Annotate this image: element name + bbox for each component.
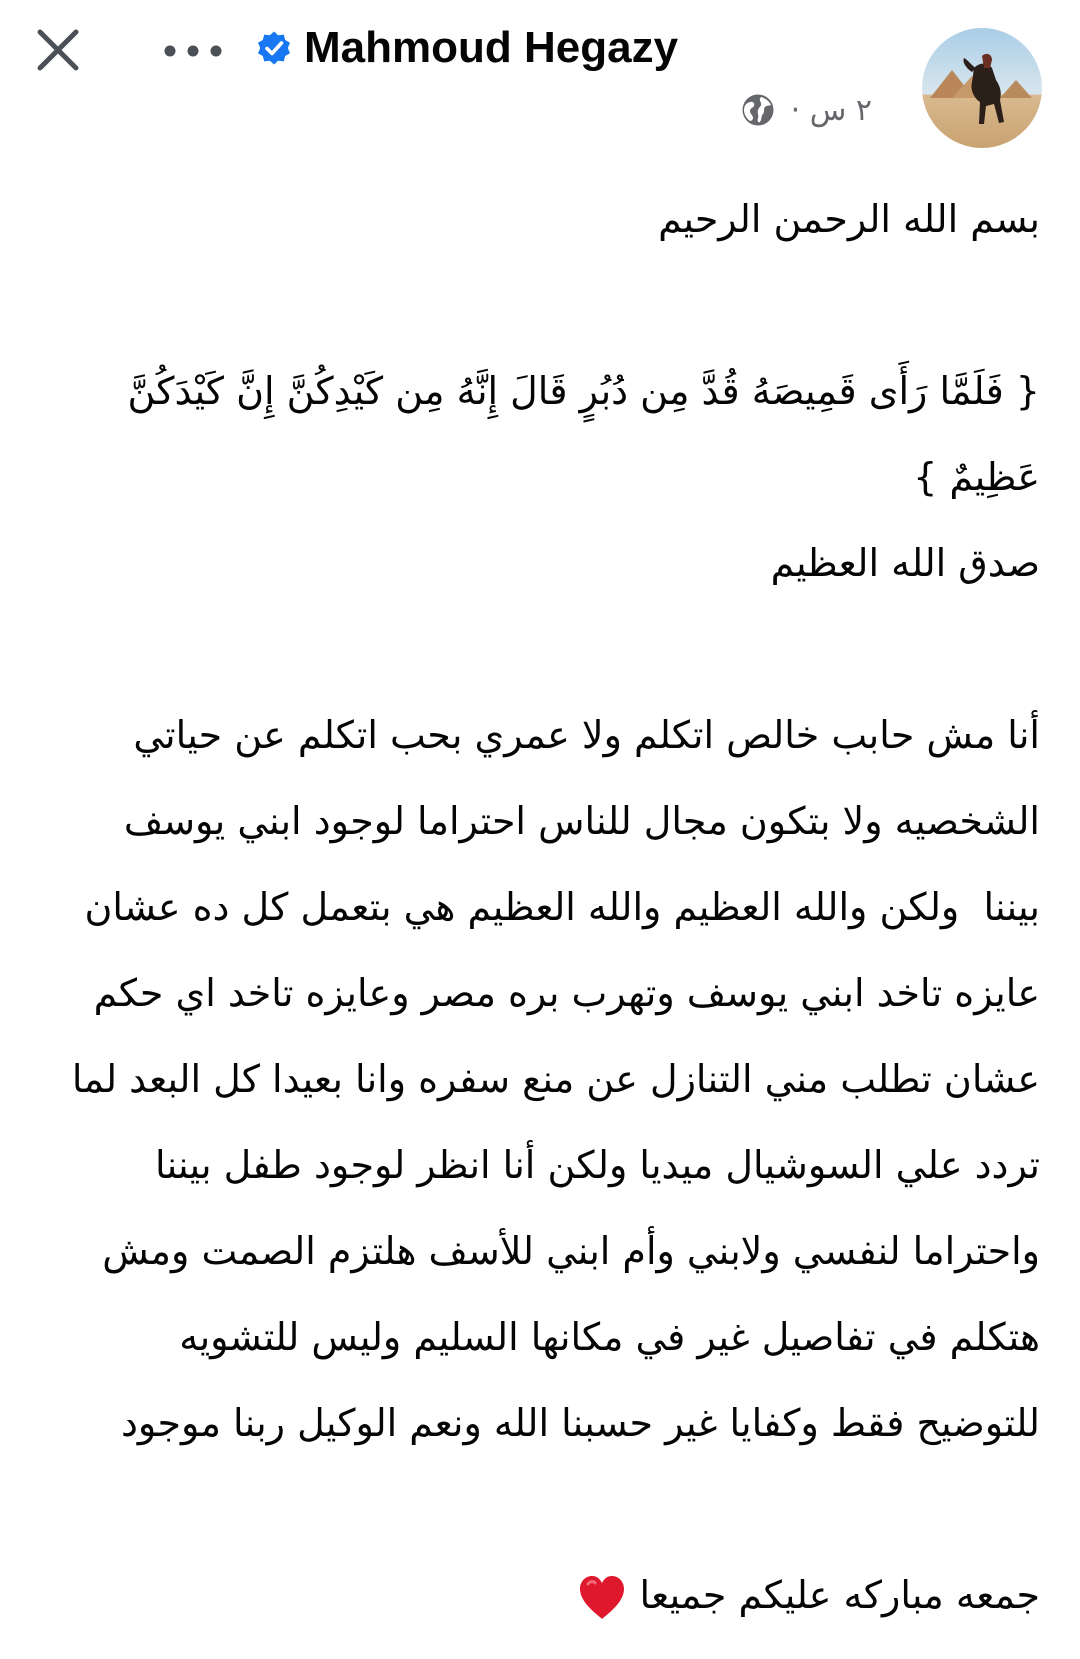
close-button[interactable] bbox=[30, 22, 86, 78]
spacer bbox=[60, 262, 1040, 348]
spacer bbox=[60, 1466, 1040, 1552]
author-name[interactable]: Mahmoud Hegazy bbox=[304, 23, 679, 72]
more-options-button[interactable] bbox=[160, 34, 226, 68]
verified-badge-icon bbox=[256, 30, 292, 66]
basmala: بسم الله الرحمن الرحيم bbox=[658, 197, 1040, 241]
post-paragraph: أنا مش حابب خالص اتكلم ولا عمري بحب اتكلم عن حياتي الشخصيه ولا بتكون مجال للناس احتراما لوجود ابني يوسف بيننا ولكن والله العظيم والله العظيم هي بتعمل كل ده عشان عايزه تاخد ابني يوسف وتهرب بره مصر وعايزه تاخد اي حكم عشان تطلب مني التنازل عن منع سفره وانا بعيدا كل البعد لما تردد علي السوشيال ميديا ولكن أنا انظر لوجود طفل بيننا واحتراما لنفسي ولابني وأم ابني للأسف هلتزم الصمت ومش هتكلم في تفاصيل غير في مكانها السليم وليس للتشويه للتوضيح فقط وكفايا غير حسبنا الله ونعم الوكيل ربنا موجود bbox=[59, 713, 1040, 1445]
verse-closing: صدق الله العظيم bbox=[770, 541, 1040, 585]
red-heart-icon bbox=[576, 1572, 628, 1624]
spacer bbox=[60, 606, 1040, 692]
avatar-image bbox=[922, 28, 1042, 148]
closing-line bbox=[60, 1552, 1040, 1638]
post-header bbox=[0, 0, 1080, 160]
post-meta bbox=[741, 88, 872, 132]
globe-icon bbox=[741, 93, 775, 127]
post-body bbox=[60, 176, 1040, 1638]
close-icon bbox=[34, 26, 82, 74]
more-horizontal-icon bbox=[163, 44, 223, 58]
avatar[interactable] bbox=[922, 28, 1042, 148]
timestamp[interactable]: ٢ س · bbox=[790, 92, 872, 128]
quran-verse: { فَلَمَّا رَأَى قَمِيصَهُ قُدَّ مِن دُبُرٍ قَالَ إِنَّهُ مِن كَيْدِكُنَّ إِنَّ كَيْدَكُنَّ عَظِيمٌ } bbox=[115, 369, 1040, 499]
closing-text: جمعه مباركه عليكم جميعا bbox=[639, 1573, 1040, 1617]
author-row bbox=[256, 16, 678, 80]
